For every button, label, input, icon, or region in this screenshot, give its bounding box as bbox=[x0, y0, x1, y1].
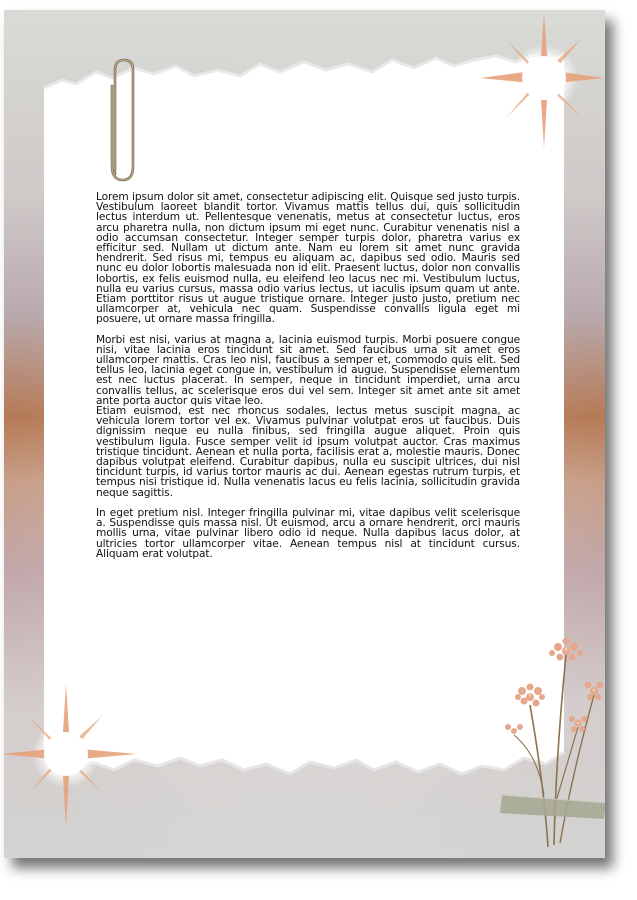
dried-flowers-icon bbox=[494, 635, 605, 858]
paperclip-icon bbox=[106, 56, 140, 188]
paragraph: Etiam euismod, est nec rhoncus sodales, lectus metus suscipit magna, ac vehicula lorem tortor vel ex. Vivamus pulvinar volutpat eros ut faucibus. Duis dignissim neque eu nulla finibus, sed fringilla augue aliquet. Proin quis vestibulum ligula. Fusce semper velit id ipsum volutpat auctor. Cras maximus tristique tincidunt. Aenean et nulla porta, facilisis erat a, molestie mauris. Donec dapibus volutpat eleifend. Curabitur dapibus, nulla eu suscipit ultrices, dui nisl tincidunt turpis, id varius tortor mauris ac dui. Aenean egestas rutrum turpis, et tempus nisi tristique id. Nulla venenatis lacus eu felis lacinia, sollicitudin gravida neque sagittis. bbox=[96, 405, 520, 499]
sparkle-star-icon bbox=[4, 680, 140, 834]
page-sheet bbox=[4, 10, 605, 858]
sparkle-star-icon bbox=[478, 10, 605, 162]
paragraph: Morbi est nisi, varius at magna a, lacinia euismod turpis. Morbi posuere congue nisi, vitae lacinia eros tincidunt sit amet. Sed faucibus urna sit amet eros ullamcorper mattis. Cras leo nisl, faucibus a semper et, commodo quis elit. Sed tellus leo, lacinia eget congue in, vestibulum id augue. Suspendisse elementum est nec luctus placerat. In semper, neque in tincidunt imperdiet, urna arcu convallis tellus, ac scelerisque eros dui vel sem. Integer sit amet ante sit amet ante porta auctor quis vitae leo. bbox=[96, 333, 520, 407]
body-text bbox=[96, 192, 520, 559]
paragraph: In eget pretium nisl. Integer fringilla pulvinar mi, vitae dapibus velit scelerisque a. Suspendisse quis massa nisl. Ut euismod, arcu a ornare hendrerit, orci mauris mollis urna, vitae pulvinar libero odio id neque. Nulla dapibus lacus dolor, at ultricies tortor ullamcorper vitae. Aenean tempus nisl at tincidunt cursus. Aliquam erat volutpat. bbox=[96, 506, 520, 560]
paragraph: Lorem ipsum dolor sit amet, consectetur adipiscing elit. Quisque sed justo turpis. Vestibulum laoreet blandit tortor. Vivamus mattis tellus dui, quis sollicitudin lectus interdum ut. Pellentesque venenatis, metus at consectetur luctus, eros arcu pharetra nulla, non dictum ipsum mi eget nunc. Curabitur venenatis nisl a odio accumsan consectetur. Integer semper turpis dolor, pharetra varius ex efficitur sed. Nullam ut dictum ante. Nam eu lorem sit amet nunc gravida hendrerit. Sed risus mi, tempus eu aliquam ac, dapibus sed odio. Mauris sed nunc eu dolor lobortis malesuada non id elit. Praesent luctus, dolor non convallis lobortis, ex felis euismod nulla, eu eleifend leo lacus nec mi. Vestibulum luctus, nulla eu varius cursus, massa odio varius lectus, ut iaculis ipsum quam ut ante. Etiam porttitor risus ut augue tristique ornare. Integer justo justo, pretium nec ullamcorper at, vehicula nec quam. Suspendisse convallis ligula eget mi posuere, ut ornare massa fringilla. bbox=[96, 191, 520, 326]
